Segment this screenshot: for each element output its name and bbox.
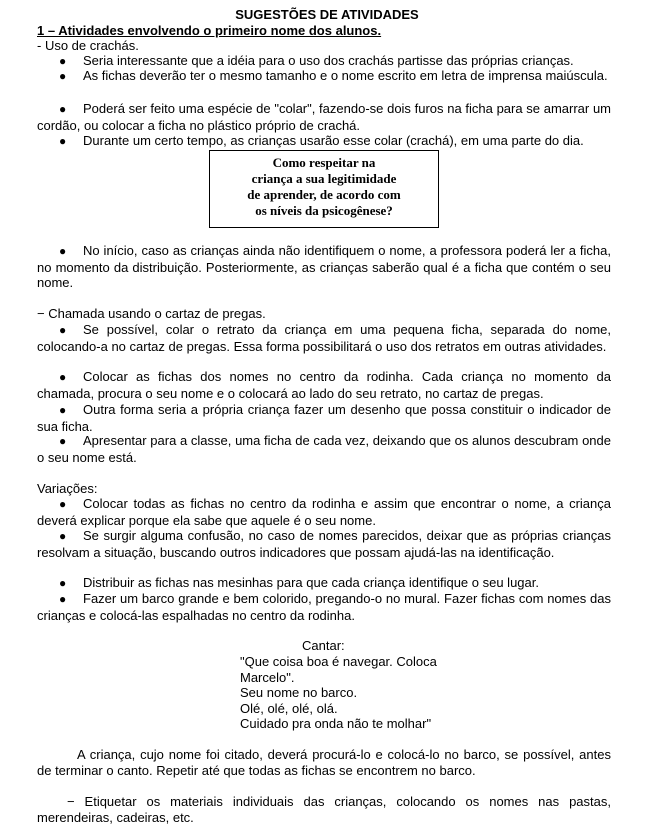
list-item: ● Seria interessante que a idéia para o uso dos crachás partisse das próprias crianças. (59, 53, 574, 68)
song-lyrics (240, 654, 437, 732)
callout-line: os níveis da psicogênese? (255, 203, 393, 218)
question-callout-box (209, 150, 439, 228)
bullet-icon: ● (59, 69, 67, 83)
bullet-icon: ● (59, 497, 67, 511)
bullet-icon: ● (59, 102, 67, 116)
list-item: ● Se surgir alguma confusão, no caso de nomes parecidos, deixar que as próprias crianças resolvam a situação, buscando outros indicadores que possam ajudá-las na identificação. (37, 528, 611, 560)
song-line: Olé, olé, olé, olá. (240, 700, 338, 716)
list-item: ● No início, caso as crianças ainda não identifiquem o nome, a professora poderá ler a ficha, no momento da distribuição. Posteriormente, as crianças saberão qual é a ficha que contém o seu nome. (37, 243, 611, 291)
bullet-icon: ● (59, 576, 67, 590)
list-item: ● Poderá ser feito uma espécie de "colar", fazendo-se dois furos na ficha para se amarrar um cordão, ou colocar a ficha no plástico próprio de crachá. (37, 101, 611, 133)
bullet-icon: ● (59, 592, 67, 606)
callout-line: criança a sua legitimidade (251, 171, 397, 186)
list-item: ● Durante um certo tempo, as crianças usarão esse colar (crachá), em uma parte do dia. (59, 133, 584, 148)
callout-line: de aprender, de acordo com (247, 187, 401, 202)
subsection-etiquetar: − Etiquetar os materiais individuais das crianças, colocando os nomes nas pastas, merendeiras, cadeiras, etc. (37, 794, 611, 825)
bullet-icon: ● (59, 323, 67, 337)
song-title: Cantar: (302, 638, 345, 653)
section-heading: 1 – Atividades envolvendo o primeiro nome dos alunos. (37, 23, 382, 38)
song-line: Seu nome no barco. (240, 685, 358, 700)
song-line: "Que coisa boa é navegar. Coloca (240, 654, 437, 669)
list-item: ● Apresentar para a classe, uma ficha de cada vez, deixando que os alunos descubram onde o seu nome está. (37, 433, 611, 465)
list-item: ● Colocar as fichas dos nomes no centro da rodinha. Cada criança no momento da chamada, procura o seu nome e o colocará ao lado do seu retrato, no cartaz de pregas. (37, 369, 611, 401)
bullet-icon: ● (59, 134, 67, 148)
bullet-icon: ● (59, 529, 67, 543)
list-item: ● Se possível, colar o retrato da criança em uma pequena ficha, separada do nome, colocando-a no cartaz de pregas. Essa forma possibilitará o uso dos retratos em outras atividades. (37, 322, 611, 354)
subsection-chamada: − Chamada usando o cartaz de pregas. (37, 306, 266, 321)
list-item: ● Outra forma seria a própria criança fazer um desenho que possa constituir o indicador de sua ficha. (37, 402, 611, 434)
closing-paragraph: A criança, cujo nome foi citado, deverá procurá-lo e colocá-lo no barco, se possível, antes de terminar o canto. Repetir até que todas as fichas se encontrem no barco. (37, 747, 611, 778)
bullet-icon: ● (59, 54, 67, 68)
callout-line: Como respeitar na (272, 155, 376, 170)
list-item: ● As fichas deverão ter o mesmo tamanho e o nome escrito em letra de imprensa maiúscula. (59, 68, 608, 83)
subsection-cracha: - Uso de crachás. (37, 38, 139, 53)
document-title: SUGESTÕES DE ATIVIDADES (235, 7, 419, 22)
list-item: ● Colocar todas as fichas no centro da rodinha e assim que encontrar o nome, a criança deverá explicar porque ela sabe que aquele é o seu nome. (37, 496, 611, 528)
list-item: ● Distribuir as fichas nas mesinhas para que cada criança identifique o seu lugar. (59, 575, 539, 590)
song-line: Marcelo". (240, 669, 295, 685)
song-line: Cuidado pra onda não te molhar" (240, 716, 432, 731)
bullet-icon: ● (59, 244, 67, 258)
bullet-icon: ● (59, 434, 67, 448)
list-item: ● Fazer um barco grande e bem colorido, pregando-o no mural. Fazer fichas com nomes das crianças e colocá-las espalhadas no centro da rodinha. (37, 591, 611, 623)
subsection-variacoes: Variações: (37, 481, 98, 496)
bullet-icon: ● (59, 403, 67, 417)
bullet-icon: ● (59, 370, 67, 384)
